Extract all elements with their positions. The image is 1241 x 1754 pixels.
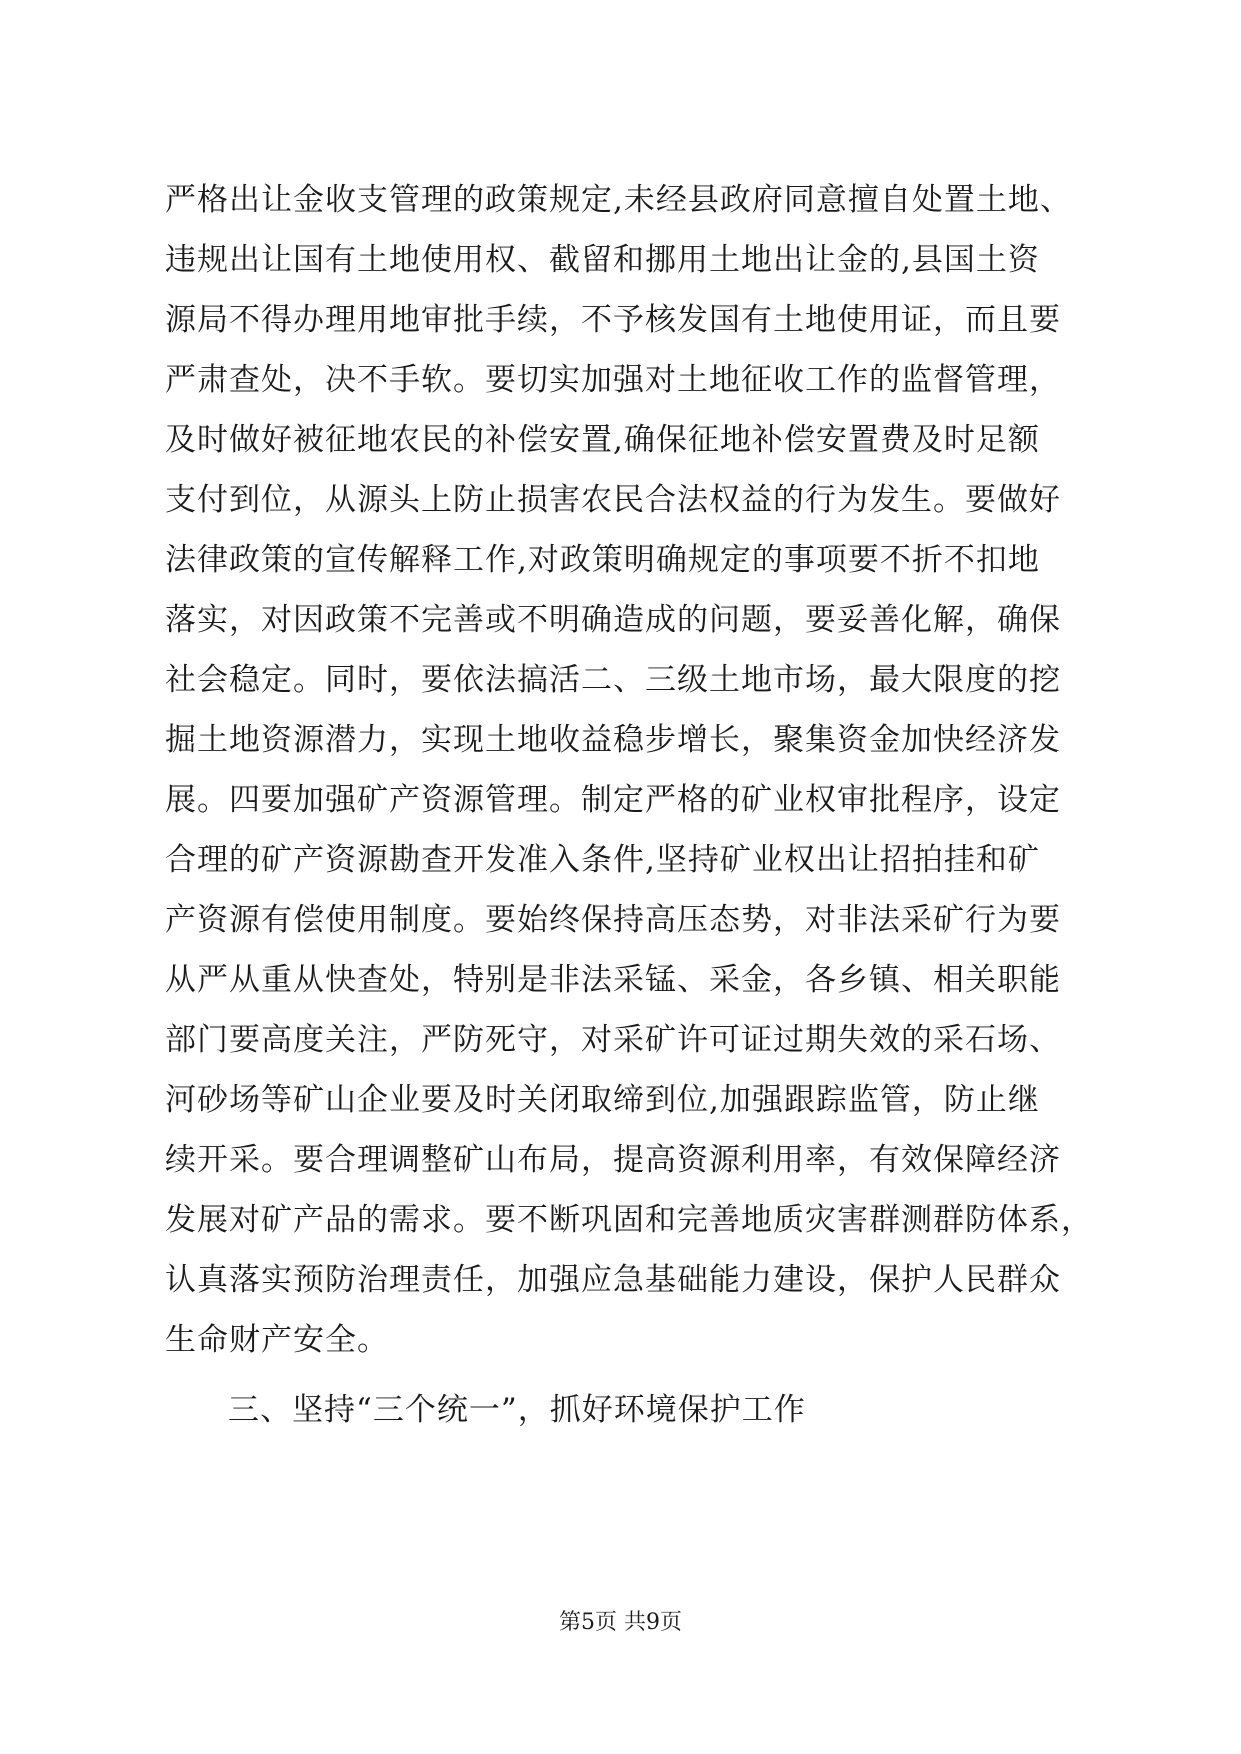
body-text-line: 续开采。要合理调整矿山布局，提高资源利用率，有效保障经济	[165, 1142, 1061, 1178]
body-text-line: 发展对矿产品的需求。要不断巩固和完善地质灾害群测群防体系，	[165, 1202, 1093, 1238]
body-text-line: 生命财产安全。	[165, 1322, 389, 1358]
body-text-line: 法律政策的宣传解释工作,对政策明确规定的事项要不折不扣地	[165, 542, 1040, 578]
section-heading: 三、坚持“三个统一”，抓好环境保护工作	[228, 1392, 806, 1428]
page-footer: 第5页 共9页	[559, 1610, 682, 1635]
body-text-line: 从严从重从快查处，特别是非法采锰、采金，各乡镇、相关职能	[165, 962, 1061, 998]
body-text-line: 源局不得办理用地审批手续，不予核发国有土地使用证，而且要	[165, 302, 1061, 338]
body-text-line: 部门要高度关注，严防死守，对采矿许可证过期失效的采石场、	[165, 1022, 1061, 1058]
body-text-line: 严肃查处，决不手软。要切实加强对土地征收工作的监督管理，	[165, 362, 1061, 398]
body-text-line: 社会稳定。同时，要依法搞活二、三级土地市场，最大限度的挖	[165, 662, 1061, 698]
body-text-line: 及时做好被征地农民的补偿安置,确保征地补偿安置费及时足额	[165, 422, 1040, 458]
body-text-line: 支付到位，从源头上防止损害农民合法权益的行为发生。要做好	[165, 482, 1061, 518]
body-text-line: 产资源有偿使用制度。要始终保持高压态势，对非法采矿行为要	[165, 902, 1061, 938]
body-text-line: 落实，对因政策不完善或不明确造成的问题，要妥善化解，确保	[165, 602, 1061, 638]
body-text-line: 掘土地资源潜力，实现土地收益稳步增长，聚集资金加快经济发	[165, 722, 1061, 758]
body-text-line: 认真落实预防治理责任，加强应急基础能力建设，保护人民群众	[165, 1262, 1061, 1298]
body-text-line: 河砂场等矿山企业要及时关闭取缔到位,加强跟踪监管，防止继	[165, 1082, 1040, 1118]
body-text-line: 展。四要加强矿产资源管理。制定严格的矿业权审批程序，设定	[165, 782, 1061, 818]
body-text-line: 严格出让金收支管理的政策规定,未经县政府同意擅自处置土地、	[165, 182, 1072, 218]
body-text-line: 违规出让国有土地使用权、截留和挪用土地出让金的,县国土资	[165, 242, 1040, 278]
body-text-line: 合理的矿产资源勘查开发准入条件,坚持矿业权出让招拍挂和矿	[165, 842, 1040, 878]
